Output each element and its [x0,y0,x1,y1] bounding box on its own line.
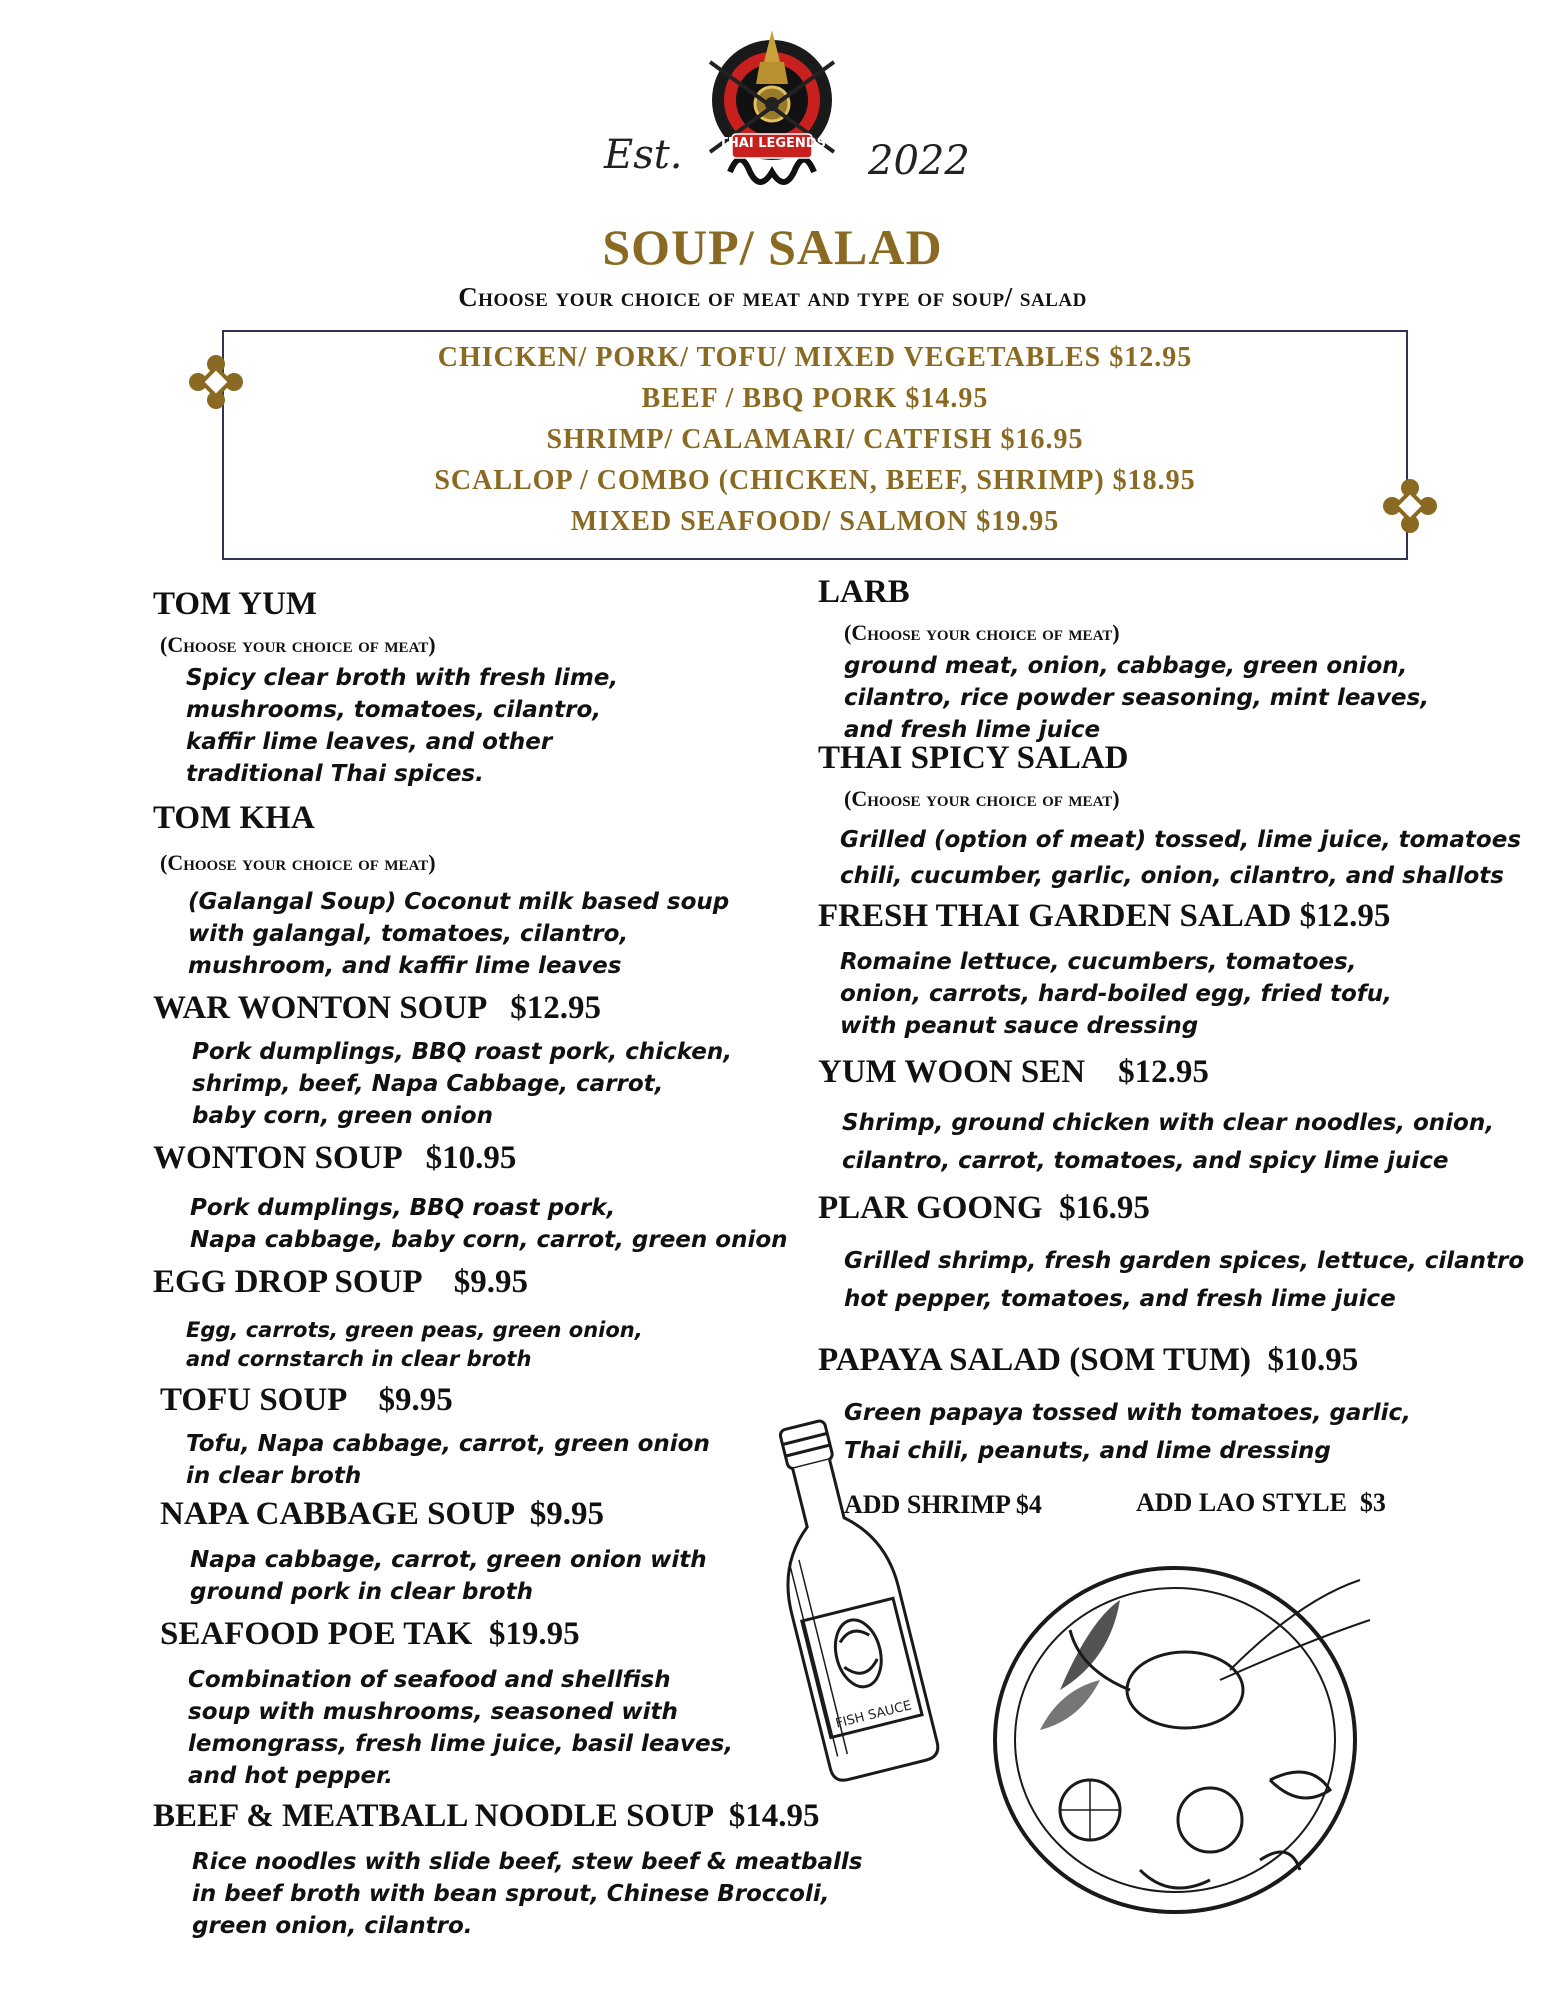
add-lao-style-option: ADD LAO STYLE $3 [1136,1488,1386,1517]
page-subtitle: Choose your choice of meat and type of soup/ salad [458,282,1087,312]
item-tom-yum-desc: Spicy clear broth with fresh lime, mushrooms, tomatoes, cilantro, kaffir lime leaves, and other traditional Thai spices. [186,665,619,787]
item-egg-drop-name: EGG DROP SOUP $9.95 [153,1264,528,1300]
item-wonton-name: WONTON SOUP $10.95 [153,1140,517,1176]
item-beef-meatball-name: BEEF & MEATBALL NOODLE SOUP $14.95 [153,1798,820,1834]
item-thai-spicy-name: THAI SPICY SALAD [818,740,1129,776]
logo [700,22,845,200]
item-napa-desc: Napa cabbage, carrot, green onion with ground pork in clear broth [190,1547,707,1605]
item-beef-meatball-desc: Rice noodles with slide beef, stew beef & meatballs in beef broth with bean sprout, Chinese Broccoli, green onion, cilantro. [192,1849,863,1939]
item-tom-kha-name: TOM KHA [153,800,315,836]
item-egg-drop-desc: Egg, carrots, green peas, green onion, and cornstarch in clear broth [186,1318,643,1371]
item-plar-goong-name: PLAR GOONG $16.95 [818,1190,1150,1226]
item-poe-tak-name: SEAFOOD POE TAK $19.95 [160,1616,580,1652]
page-title: SOUP/ SALAD [602,219,943,275]
item-tom-yum-name: TOM YUM [153,586,318,622]
est-year: 2022 [868,138,970,184]
item-tom-kha-note: (Choose your choice of meat) [160,850,436,875]
price-line-3: SHRIMP/ CALAMARI/ CATFISH $16.95 [546,424,1084,455]
item-garden-desc: Romaine lettuce, cucumbers, tomatoes, onion, carrots, hard-boiled egg, fried tofu, with peanut sauce dressing [840,949,1392,1039]
item-thai-spicy-note: (Choose your choice of meat) [844,786,1120,811]
est-label: Est. [604,132,683,178]
item-war-wonton-name: WAR WONTON SOUP $12.95 [153,990,602,1026]
item-garden-name: FRESH THAI GARDEN SALAD $12.95 [818,898,1391,934]
item-wonton-desc: Pork dumplings, BBQ roast pork, Napa cabbage, baby corn, carrot, green onion [190,1195,788,1253]
item-larb-name: LARB [818,574,910,610]
item-plar-goong-desc: Grilled shrimp, fresh garden spices, lettuce, cilantro hot pepper, tomatoes, and fresh lime juice [844,1248,1525,1312]
item-war-wonton-desc: Pork dumplings, BBQ roast pork, chicken, shrimp, beef, Napa Cabbage, carrot, baby corn, green onion [192,1039,732,1129]
price-line-4: SCALLOP / COMBO (CHICKEN, BEEF, SHRIMP) $18.95 [434,465,1196,496]
price-line-1: CHICKEN/ PORK/ TOFU/ MIXED VEGETABLES $12.95 [437,342,1193,373]
logo-text: THAI LEGENDS [719,136,826,151]
soup-bowl-illustration [980,1540,1380,1920]
bottle-label: FISH SAUCE [834,1698,914,1732]
price-line-5: MIXED SEAFOOD/ SALMON $19.95 [570,506,1060,537]
item-tofu-name: TOFU SOUP $9.95 [160,1382,453,1418]
item-thai-spicy-desc: Grilled (option of meat) tossed, lime juice, tomatoes chili, cucumber, garlic, onion, cilantro, and shallots [840,827,1522,889]
add-shrimp-option: ADD SHRIMP $4 [844,1490,1042,1519]
price-line-2: BEEF / BBQ PORK $14.95 [641,383,989,414]
item-papaya-desc: Green papaya tossed with tomatoes, garlic, Thai chili, peanuts, and lime dressing [844,1400,1411,1464]
fish-sauce-bottle-illustration [730,1410,960,1790]
item-larb-desc: ground meat, onion, cabbage, green onion, cilantro, rice powder seasoning, mint leaves, and fresh lime juice [844,653,1429,743]
item-napa-name: NAPA CABBAGE SOUP $9.95 [160,1496,605,1532]
item-tom-kha-desc: (Galangal Soup) Coconut milk based soup with galangal, tomatoes, cilantro, mushroom, and kaffir lime leaves [188,889,730,979]
item-tofu-desc: Tofu, Napa cabbage, carrot, green onion in clear broth [186,1431,710,1489]
item-poe-tak-desc: Combination of seafood and shellfish soup with mushrooms, seasoned with lemongrass, fresh lime juice, basil leaves, and hot pepper. [188,1667,734,1789]
item-tom-yum-note: (Choose your choice of meat) [160,632,436,657]
item-woon-sen-name: YUM WOON SEN $12.95 [818,1054,1209,1090]
item-larb-note: (Choose your choice of meat) [844,620,1120,645]
item-woon-sen-desc: Shrimp, ground chicken with clear noodles, onion, cilantro, carrot, tomatoes, and spicy lime juice [842,1110,1494,1174]
item-papaya-name: PAPAYA SALAD (SOM TUM) $10.95 [818,1342,1359,1378]
